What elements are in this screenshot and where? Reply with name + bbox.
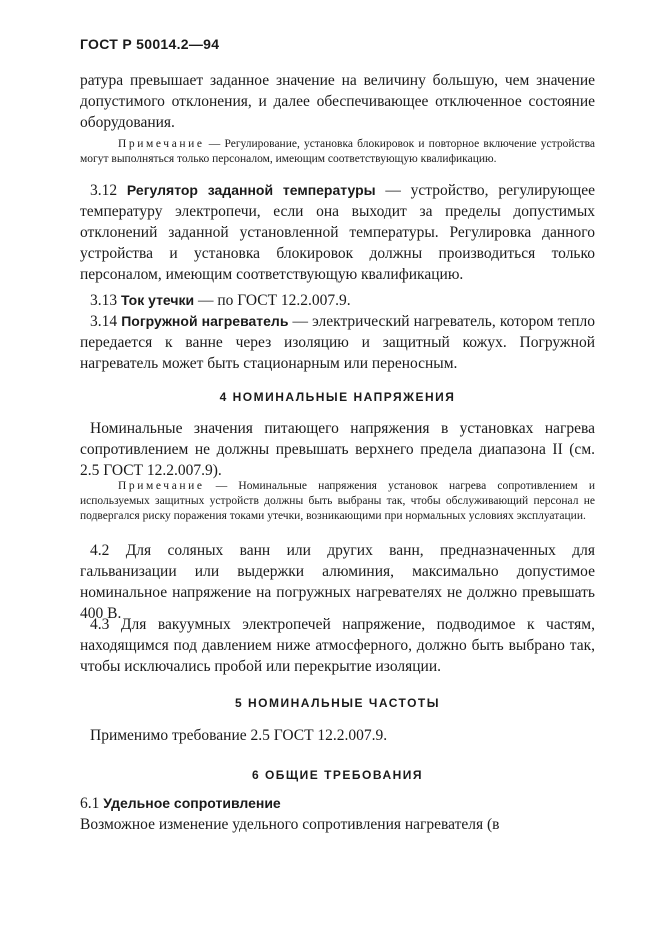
paragraph-text: Возможное изменение удельного сопротивления нагревателя (в bbox=[80, 816, 500, 833]
subsection-number: 6.1 bbox=[80, 795, 100, 812]
section-5-title bbox=[80, 696, 595, 710]
subsection-term: Удельное сопротивление bbox=[103, 795, 281, 811]
item-term: Регулятор заданной температуры bbox=[126, 182, 376, 198]
item-text: — электрический нагреватель, котором тепло передается к ванне через изоляцию и защитный кожух. Погружной нагреватель может быть стационарным или переносным. bbox=[80, 313, 595, 372]
item-4-3 bbox=[80, 614, 595, 677]
note-3-11 bbox=[80, 137, 595, 167]
item-term: Ток утечки bbox=[121, 292, 195, 308]
section-4-paragraph bbox=[80, 418, 595, 481]
item-3-14 bbox=[80, 311, 595, 374]
paragraph-text: Применимо требование 2.5 ГОСТ 12.2.007.9. bbox=[90, 727, 388, 744]
subsection-6-1 bbox=[80, 793, 595, 814]
note-section-4 bbox=[80, 479, 595, 524]
paragraph-text: 4.3 Для вакуумных электропечей напряжение, подводимое к частям, находящимся под давлением ниже атмосферного, должно быть выбрано так, чтобы исключались пробой или перекрытие изоляции. bbox=[80, 616, 595, 675]
item-text: — по ГОСТ 12.2.007.9. bbox=[194, 292, 351, 309]
note-label: Примечание bbox=[118, 138, 205, 150]
section-title: 4 НОМИНАЛЬНЫЕ НАПРЯЖЕНИЯ bbox=[219, 390, 456, 404]
section-title: 6 ОБЩИЕ ТРЕБОВАНИЯ bbox=[251, 768, 424, 782]
note-text: — Регулирование, установка блокировок и повторное включение устройства могут выполняться только персоналом, имеющим соответствующую квалификацию. bbox=[80, 138, 595, 165]
item-term: Погружной нагреватель bbox=[121, 313, 289, 329]
paragraph-text: Номинальные значения питающего напряжения в установках нагрева сопротивлением не должны превышать верхнего предела диапазона II (см. 2.5 ГОСТ 12.2.007.9). bbox=[80, 420, 595, 479]
section-6-paragraph bbox=[80, 814, 595, 835]
item-number: 3.13 bbox=[90, 292, 118, 309]
paragraph-text: ратура превышает заданное значение на величину большую, чем значение допустимого отклонения, и далее обеспечивающее отключенное состояние оборудования. bbox=[80, 72, 595, 131]
paragraph-continuation bbox=[80, 70, 595, 133]
paragraph-text: 4.2 Для соляных ванн или других ванн, предназначенных для гальванизации или выдержки алюминия, максимально допустимое номинальное напряжение на погружных нагревателях не должно превышать 400 В. bbox=[80, 542, 595, 622]
section-title: 5 НОМИНАЛЬНЫЕ ЧАСТОТЫ bbox=[234, 696, 440, 710]
item-4-2 bbox=[80, 540, 595, 624]
note-label: Примечание bbox=[118, 480, 205, 492]
section-5-paragraph bbox=[80, 725, 595, 746]
item-number: 3.14 bbox=[90, 313, 118, 330]
note-text: — Номинальные напряжения установок нагрева сопротивлением и используемых защитных устройств должны быть выбраны так, чтобы обслуживающий персонал не подвергался риску поражения токами утечки, возникающими при нормальных условиях эксплуатации. bbox=[80, 480, 595, 522]
item-number: 3.12 bbox=[90, 182, 118, 199]
page-header: ГОСТ Р 50014.2—94 bbox=[80, 36, 220, 52]
item-3-13 bbox=[80, 290, 595, 311]
item-3-12 bbox=[80, 180, 595, 285]
section-6-title bbox=[80, 768, 595, 782]
item-text: — устройство, регулирующее температуру электропечи, если она выходит за пределы допустимых отклонений заданной установленной температуры. Регулировка данного устройства и установка блокировок должны производиться только персоналом, имеющим соответствующую квалификацию. bbox=[80, 182, 595, 283]
section-4-title bbox=[80, 390, 595, 404]
